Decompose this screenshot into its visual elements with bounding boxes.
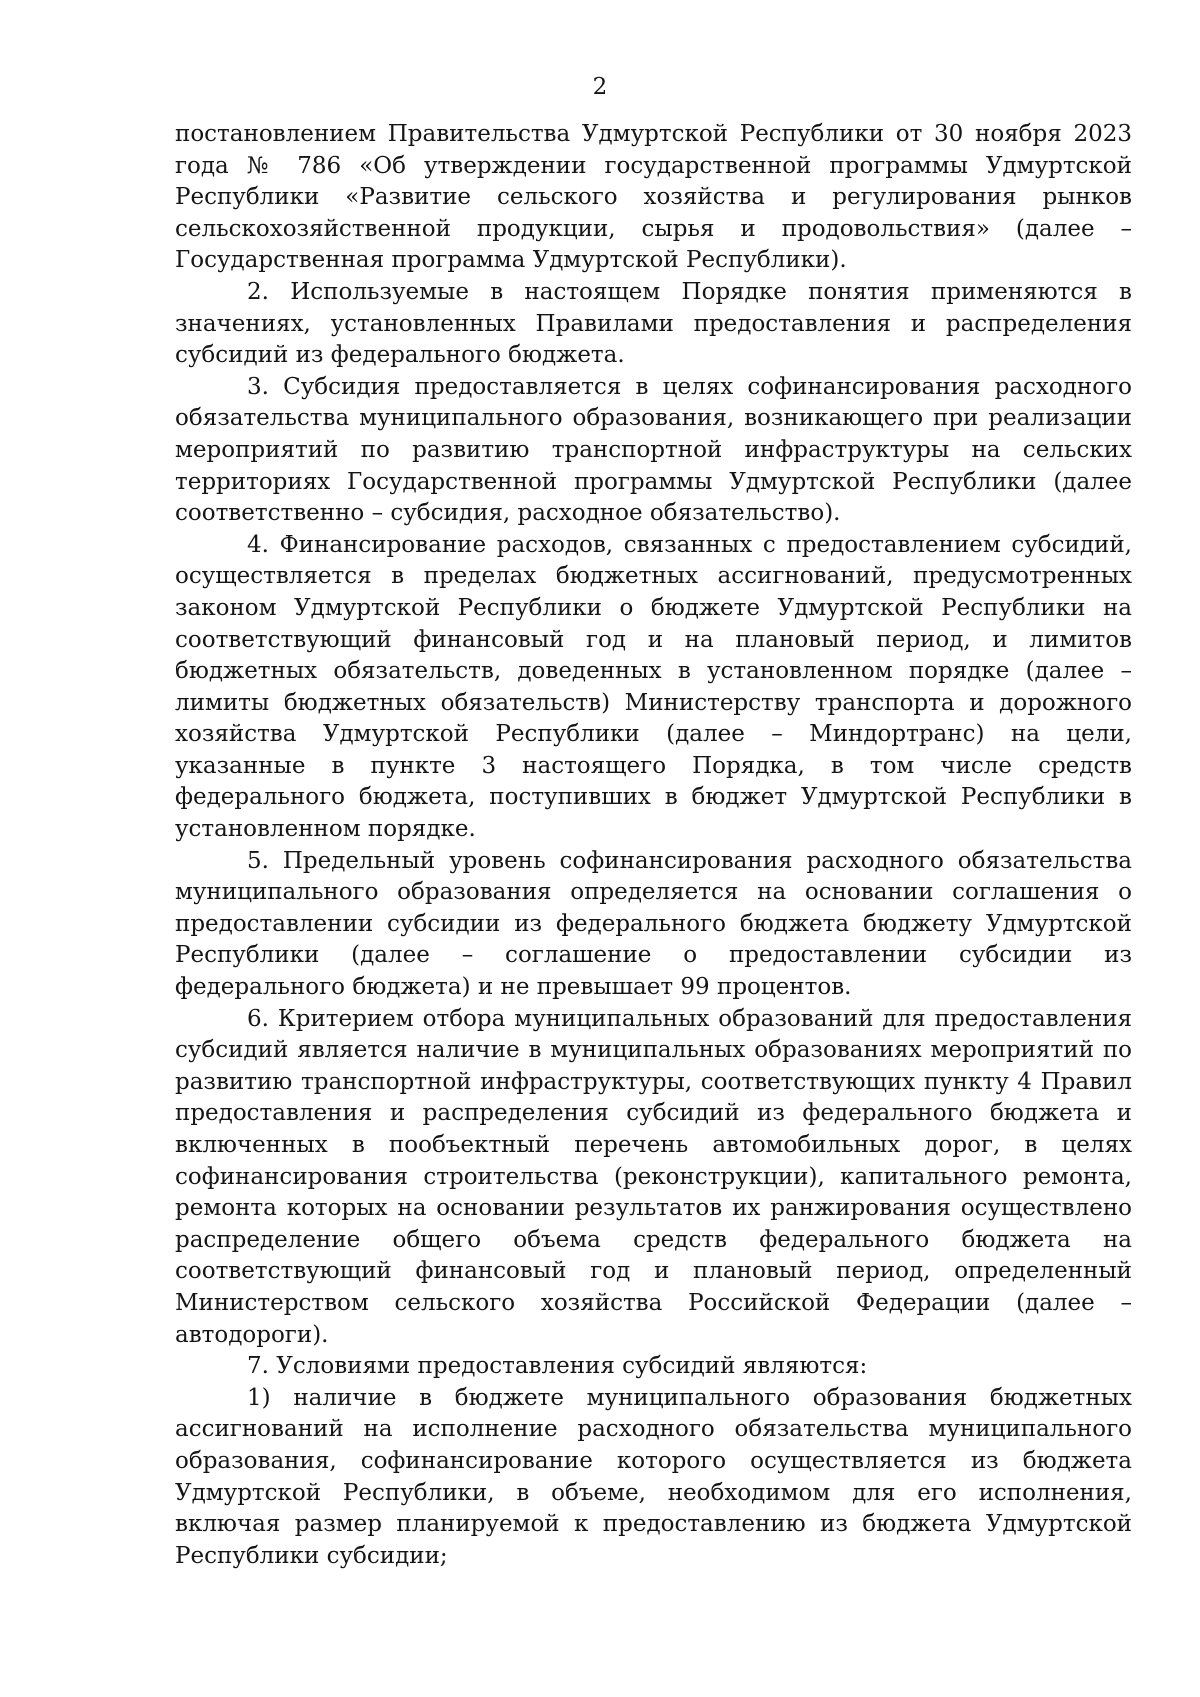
paragraph-clause-3: 3. Субсидия предоставляется в целях софинансирования расходного обязательства муниципального образования, возникающего при реализации мероприятий по развитию транспортной инфраструктуры на сельских территориях Государственной программы Удмуртской Республики (далее соответственно – субсидия, расходное обязательство). [175,373,1132,527]
paragraph-intro-continuation: постановлением Правительства Удмуртской Республики от 30 ноября 2023 года № 786 «Об утверждении государственной программы Удмуртской Республики «Развитие сельского хозяйства и регулирования рынков сельскохозяйственной продукции, сырья и продовольствия» (далее – Государственная программа Удмуртской Республики). [175,121,1132,274]
page-number: 2 [592,74,608,100]
paragraph-clause-6: 6. Критерием отбора муниципальных образований для предоставления субсидий является наличие в муниципальных образованиях мероприятий по развитию транспортной инфраструктуры, соответствующих пункту 4 Правил предоставления и распределения субсидий из федерального бюджета и включенных в пообъектный перечень автомобильных дорог, в целях софинансирования строительства (реконструкции), капитального ремонта, ремонта которых на основании результатов их ранжирования осуществлено распределение общего объема средств федерального бюджета на соответствующий финансовый год и плановый период, определенный Министерством сельского хозяйства Российской Федерации (далее – автодороги). [175,1005,1132,1348]
paragraph-clause-2: 2. Используемые в настоящем Порядке понятия применяются в значениях, установленных Правилами предоставления и распределения субсидий из федерального бюджета. [175,278,1132,369]
paragraph-clause-7: 7. Условиями предоставления субсидий являются: [247,1353,868,1380]
paragraph-clause-5: 5. Предельный уровень софинансирования расходного обязательства муниципального образования определяется на основании соглашения о предоставлении субсидии из федерального бюджета бюджету Удмуртской Республики (далее – соглашение о предоставлении субсидии из федерального бюджета) и не превышает 99 процентов. [175,847,1132,1001]
document-body [175,119,1132,1572]
paragraph-clause-4: 4. Финансирование расходов, связанных с предоставлением субсидий, осуществляется в пределах бюджетных ассигнований, предусмотренных законом Удмуртской Республики о бюджете Удмуртской Республики на соответствующий финансовый год и на плановый период, и лимитов бюджетных обязательств, доведенных в установленном порядке (далее – лимиты бюджетных обязательств) Министерству транспорта и дорожного хозяйства Удмуртской Республики (далее – Миндортранс) на цели, указанные в пункте 3 настоящего Порядка, в том числе средств федерального бюджета, поступивших в бюджет Удмуртской Республики в установленном порядке. [175,531,1132,843]
paragraph-clause-7-1: 1) наличие в бюджете муниципального образования бюджетных ассигнований на исполнение расходного обязательства муниципального образования, софинансирование которого осуществляется из бюджета Удмуртской Республики, в объеме, необходимом для его исполнения, включая размер планируемой к предоставлению из бюджета Удмуртской Республики субсидии; [175,1384,1132,1569]
